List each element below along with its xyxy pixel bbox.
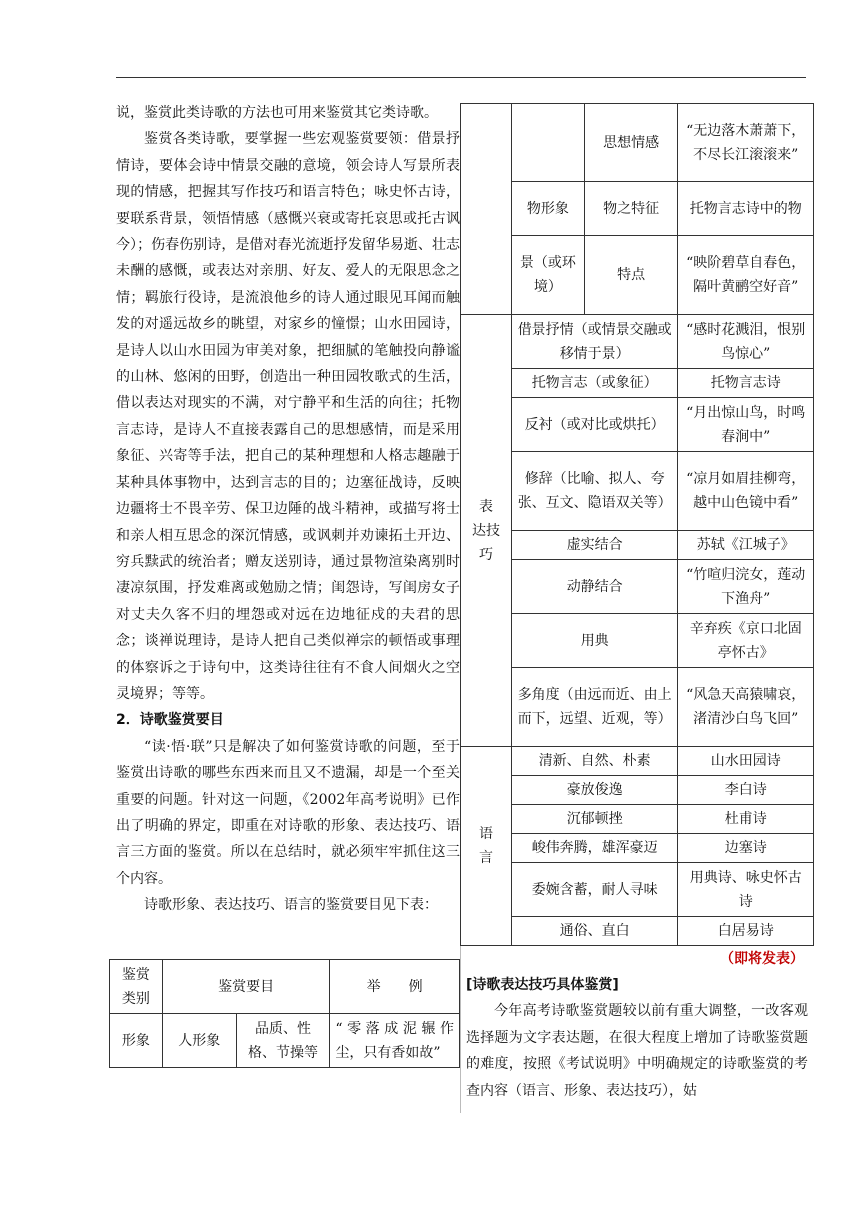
table-cell [511, 104, 584, 182]
table-cell: “竹喧归浣女，莲动下渔舟” [678, 560, 814, 614]
paragraph: 今年高考诗歌鉴赏题较以前有重大调整，一改客观选择题为文字表达题，在很大程度上增加了诗歌鉴赏题的难度，按照《考试说明》中明确规定的诗歌鉴赏的考查内容（语言、形象、表达技巧），姑 [466, 1003, 808, 1099]
table-cell: 借景抒情（或情景交融或移情于景） [511, 315, 678, 369]
table-cell: “凉月如眉挂柳弯，越中山色镜中看” [678, 452, 814, 531]
table-cell: “无边落木萧萧下，不尽长江滚滚来” [678, 104, 814, 182]
appreciation-table-part2 [460, 103, 814, 946]
table-cell: 多角度（由远而近、由上而下，远望、近观，等） [511, 668, 678, 747]
table-cell: 虚实结合 [511, 531, 678, 560]
header-rule [116, 77, 806, 78]
table-cell: 峻伟奔腾，雄浑豪迈 [511, 834, 678, 863]
table-cell: 思想情感 [584, 104, 678, 182]
table-cell: 品质、性格、节操等 [236, 1014, 330, 1068]
paragraph: 说，鉴赏此类诗歌的方法也可用来鉴赏其它类诗歌。 [116, 105, 438, 121]
table-cell: 通俗、直白 [511, 917, 678, 946]
table-cell: “月出惊山鸟，时鸣春涧中” [678, 398, 814, 452]
right-column-text [466, 972, 808, 1104]
category-technique: 表 达技巧 [461, 315, 512, 747]
table-cell: 山水田园诗 [678, 747, 814, 776]
paragraph: 诗歌形象、表达技巧、语言的鉴赏要目见下表： [144, 897, 438, 914]
appreciation-table-part1 [109, 959, 460, 1068]
table-cell: 辛弃疾《京口北固亭怀古》 [678, 614, 814, 668]
sub-person-image: 人形象 [162, 1014, 236, 1068]
sub-scene-image: 景（或环境） [511, 236, 584, 315]
table-cell: 白居易诗 [678, 917, 814, 946]
table-cell: 修辞（比喻、拟人、夸张、互文、隐语双关等） [511, 452, 678, 531]
table-cell: 物之特征 [584, 182, 678, 236]
left-column [116, 100, 460, 919]
table-cell: 沉郁顿挫 [511, 805, 678, 834]
category-image: 形象 [110, 1014, 163, 1068]
table-cell: 托物言志诗 [678, 369, 814, 398]
table-cell: 清新、自然、朴素 [511, 747, 678, 776]
table-cell: 豪放俊逸 [511, 776, 678, 805]
category-image-cont [461, 104, 512, 315]
table-cell: “风急天高猿啸哀，渚清沙白鸟飞回” [678, 668, 814, 747]
table-cell: 特点 [584, 236, 678, 315]
table-cell: 动静结合 [511, 560, 678, 614]
pending-note: （即将发表） [720, 951, 804, 967]
table-cell: 用典诗、咏史怀古诗 [678, 863, 814, 917]
category-language: 语 言 [461, 747, 512, 946]
sub-object-image: 物形象 [511, 182, 584, 236]
table-cell: 边塞诗 [678, 834, 814, 863]
table-cell: 反衬（或对比或烘托） [511, 398, 678, 452]
table-cell: “零落成泥辗作尘，只有香如故” [330, 1014, 460, 1068]
table-cell: “感时花溅泪，恨别鸟惊心” [678, 315, 814, 369]
table-cell: 托物言志（或象征） [511, 369, 678, 398]
table-cell: 委婉含蓄，耐人寻味 [511, 863, 678, 917]
table-cell: 苏轼《江城子》 [678, 531, 814, 560]
table-cell: 用典 [511, 614, 678, 668]
table-cell: 杜甫诗 [678, 805, 814, 834]
table-header-category: 鉴赏类别 [110, 960, 163, 1014]
table-cell: “映阶碧草自春色，隔叶黄鹂空好音” [678, 236, 814, 315]
paragraph: 鉴赏各类诗歌，要掌握一些宏观鉴赏要领：借景抒情诗，要体会诗中情景交融的意境，领会诗人写景所表现的情感，把握其写作技巧和语言特色；咏史怀古诗，要联系背景，领悟情感（感慨兴衰或寄托哀思或托古讽今）；伤春伤别诗，是借对春光流逝抒发留华易逝、壮志未酬的感慨，或表达对亲朋、好友、爱人的无限思念之情；羁旅行役诗，是流浪他乡的诗人通过眼见耳闻而触发的对遥远故乡的眺望，对家乡的憧憬；山水田园诗，是诗人以山水田园为审美对象，把细腻的笔触投向静谧的山林、悠闲的田野，创造出一种田园牧歌式的生活，借以表达对现实的不满，对宁静平和生活的向往；托物言志诗，是诗人不直接表露自己的思想感情，而是采用象征、兴寄等手法，把自己的某种理想和人格志趣融于某种具体事物中，达到言志的目的；边塞征战诗，反映边疆将士不畏辛劳、保卫边陲的战斗精神，或描写将士和亲人相互思念的深沉情感，或讽刺并劝谏拓土开边、穷兵黩武的统治者；赠友送别诗，通过景物渲染离别时凄凉氛围，抒发难离或勉励之情；闺怨诗，写闺房女子对丈夫久客不归的埋怨或对远在边地征戍的夫君的思念；谈禅说理诗，是诗人把自己类似禅宗的顿悟或事理的体察诉之于诗句中，这类诗往往有不食人间烟火之空灵境界；等等。 [116, 131, 460, 702]
section-heading: 2．诗歌鉴赏要目 [116, 712, 224, 729]
table-cell: 托物言志诗中的物 [678, 182, 814, 236]
paragraph: “读·悟·联”只是解决了如何鉴赏诗歌的问题，至于鉴赏出诗歌的哪些东西来而且又不遗漏，却是一个至关重要的问题。针对这一问题，《2002年高考说明》已作出了明确的界定，即重在对诗歌的形象、表达技巧、语言三方面的鉴赏。所以在总结时，就必须牢牢抓住这三个内容。 [116, 738, 460, 887]
table-header-example: 举 例 [330, 960, 460, 1014]
table-header-item: 鉴赏要目 [162, 960, 329, 1014]
table-cell: 李白诗 [678, 776, 814, 805]
section-heading: [诗歌表达技巧具体鉴赏] [466, 977, 619, 993]
